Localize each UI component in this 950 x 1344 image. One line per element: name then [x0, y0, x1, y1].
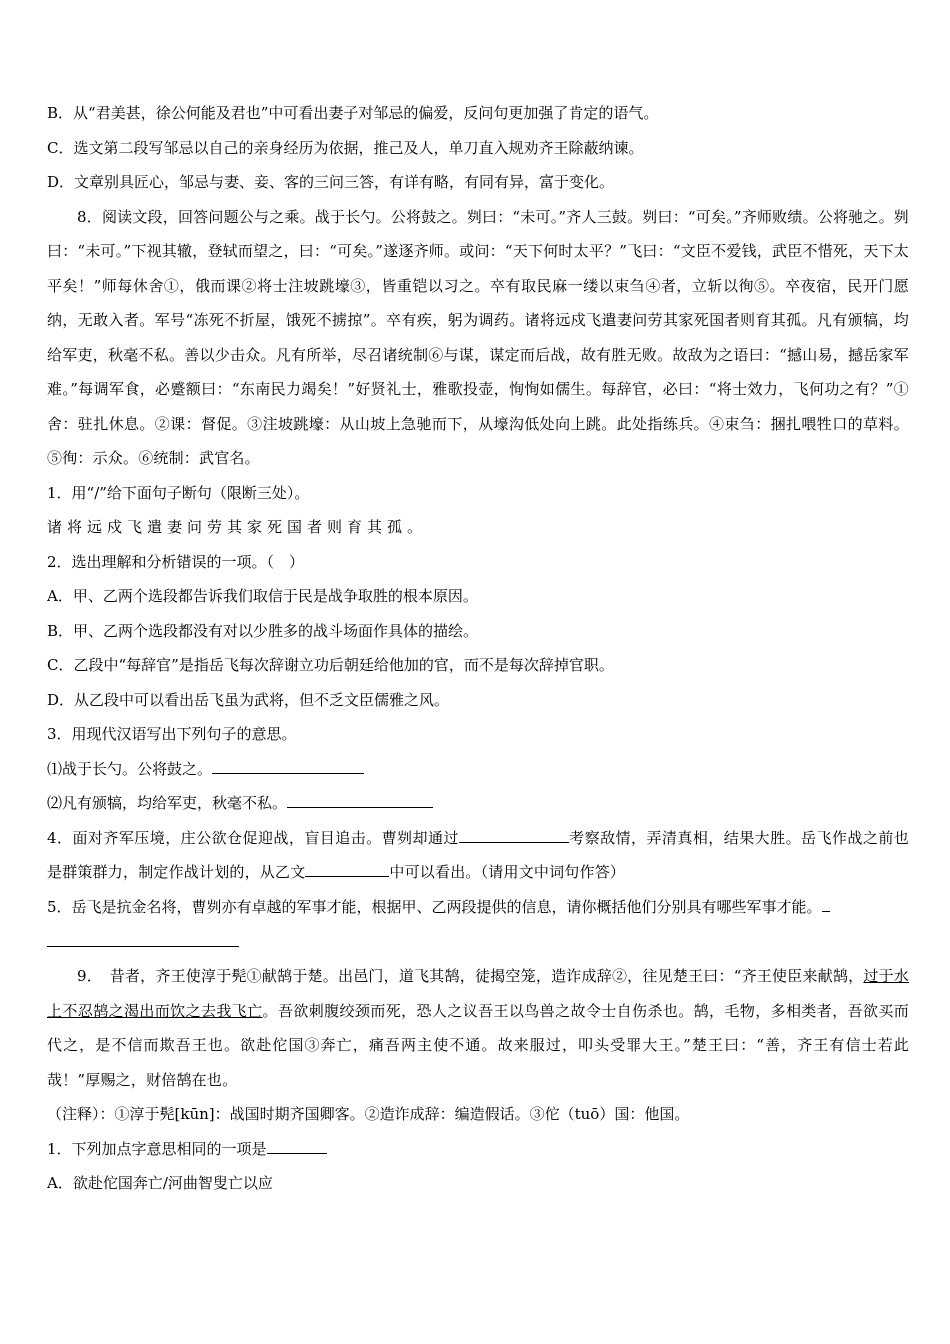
q9-underlined-sentence: 过于水上不忍鹄之渴出而饮之去我飞亡: [47, 967, 909, 1020]
q8-sub3-title: 3．用现代汉语写出下列句子的意思。: [47, 725, 297, 743]
q8-sub3-item-2-text: ⑵凡有颁犒，均给军吏，秋毫不私。: [47, 794, 288, 812]
q8-sub1-sentence: 诸将远戍飞遣妻问劳其家死国者则育其孤。: [47, 518, 428, 536]
q8-sub4: [47, 821, 909, 890]
q7-option-d[interactable]: D．文章别具匠心，邹忌与妻、妾、客的三问三答，有详有略，有同有异，富于变化。: [47, 173, 615, 191]
q9-rest: 。吾欲刺腹绞颈而死，恐人之议吾王以鸟兽之故令士自伤杀也。鹄，毛物，多相类者，吾欲买而代之，是不信而欺吾王也。欲赴佗国③奔亡，痛吾两主使不通。故来服过，叩头受罪大王。”楚王曰：“善，齐王有信士若此哉！”厚赐之，财倍鹄在也。: [47, 1001, 909, 1089]
answer-blank[interactable]: [305, 862, 389, 877]
q9-note: （注释）：①淳于髡[kūn]：战国时期齐国卿客。②造诈成辞：编造假话。③佗（tuō）国：他国。: [47, 1105, 690, 1123]
q7-option-c[interactable]: C．选文第二段写邹忌以自己的亲身经历为依据，推己及人，单刀直入规劝齐王除蔽纳谏。: [47, 138, 644, 157]
q8-sub2-option-c[interactable]: C．乙段中“每辞官”是指岳飞每次辞谢立功后朝廷给他加的官，而不是每次辞掉官职。: [47, 656, 614, 674]
q8-sub2-option-b[interactable]: B．甲、乙两个选段都没有对以少胜多的战斗场面作具体的描绘。: [47, 621, 479, 640]
q8-sub5-text: 5．岳飞是抗金名将，曹刿亦有卓越的军事才能，根据甲、乙两段提供的信息，请你概括他们分别具有哪些军事才能。: [47, 897, 822, 916]
q8-sub1-title: 1．用“/”给下面句子断句（限断三处）。: [47, 483, 310, 502]
q9-intro: 9． 昔者，齐王使淳于髡①献鹄于楚。出邑门，道飞其鹄，徒揭空笼，造诈成辞②，往见楚王曰：“齐王使臣来献鹄，: [77, 967, 864, 985]
q8-sub2-title: 2．选出理解和分析错误的一项。（ ）: [47, 552, 305, 571]
q8-sub4-text-1: 4．面对齐军压境，庄公欲仓促迎战，盲目追击。曹刿却通过: [47, 828, 459, 847]
q9-sub1-title: 1．下列加点字意思相同的一项是: [47, 1139, 267, 1158]
q8-sub4-text-3: 之前也是群策群力，制定作战计划的，从乙文: [47, 828, 909, 881]
q8-sub3-item-1-text: ⑴战于长勺。公将鼓之。: [47, 759, 213, 778]
answer-blank[interactable]: [822, 897, 830, 912]
q8-sub5: [47, 890, 909, 925]
answer-blank[interactable]: [459, 828, 569, 843]
q9-sub1-option-a[interactable]: A．欲赴佗国奔亡/河曲智叟亡以应: [47, 1174, 273, 1192]
q8-sub3-item-2: [47, 786, 909, 821]
q8-sub3-item-1: [47, 752, 909, 787]
q8-sub2-option-a[interactable]: A．甲、乙两个选段都告诉我们取信于民是战争取胜的根本原因。: [47, 587, 478, 605]
q7-option-b[interactable]: B．从“君美甚，徐公何能及君也”中可看出妻子对邹忌的偏爱，反问句更加强了肯定的语气。: [47, 104, 659, 122]
answer-blank[interactable]: [287, 793, 433, 808]
q8-sub4-text-4: 中可以看出。（请用文中词句作答）: [389, 863, 626, 881]
q9-sub1: [47, 1132, 909, 1167]
answer-blank[interactable]: [267, 1139, 327, 1154]
q8-passage: 8．阅读文段，回答问题公与之乘。战于长勺。公将鼓之。刿曰：“未可。”齐人三鼓。刿曰：“可矣。”齐师败绩。公将驰之。刿曰：“未可。”下视其辙，登轼而望之，曰：“可矣。”遂逐齐师。或问：“天下何时太平？”飞曰：“文臣不爱钱，武臣不惜死，天下太平矣！”师每休舍①，俄而课②将士注坡跳壕③，皆重铠以习之。卒有取民麻一缕以束刍④者，立斩以徇⑤。卒夜宿，民开门愿纳，无敢入者。军号“冻死不折屋，饿死不掳掠”。卒有疾，躬为调药。诸将远戍飞遣妻问劳其家死国者则育其孤。凡有颁犒，均给军吏，秋毫不私。善以少击众。凡有所举，尽召诸统制⑥与谋，谋定而后战，故有胜无败。故敌为之语曰：“撼山易，撼岳家军难。”每调军食，必蹙额曰：“东南民力竭矣！”好贤礼士，雅歌投壶，恂恂如儒生。每辞官，必曰：“将士效力，飞何功之有？”①舍：驻扎休息。②课：督促。③注坡跳壕：从山坡上急驰而下，从壕沟低处向上跳。此处指练兵。④束刍：捆扎喂牲口的草料。⑤徇：示众。⑥统制：武官名。: [47, 207, 909, 467]
answer-line[interactable]: [47, 924, 239, 947]
q8-sub4-text-2: 考察敌情，弄清真相，结果大胜。岳飞作战: [568, 828, 863, 847]
answer-blank[interactable]: [212, 759, 364, 774]
q8-sub2-option-d[interactable]: D．从乙段中可以看出岳飞虽为武将，但不乏文臣儒雅之风。: [47, 690, 450, 709]
document-page: [47, 96, 909, 1201]
q9-passage: [47, 959, 909, 1097]
